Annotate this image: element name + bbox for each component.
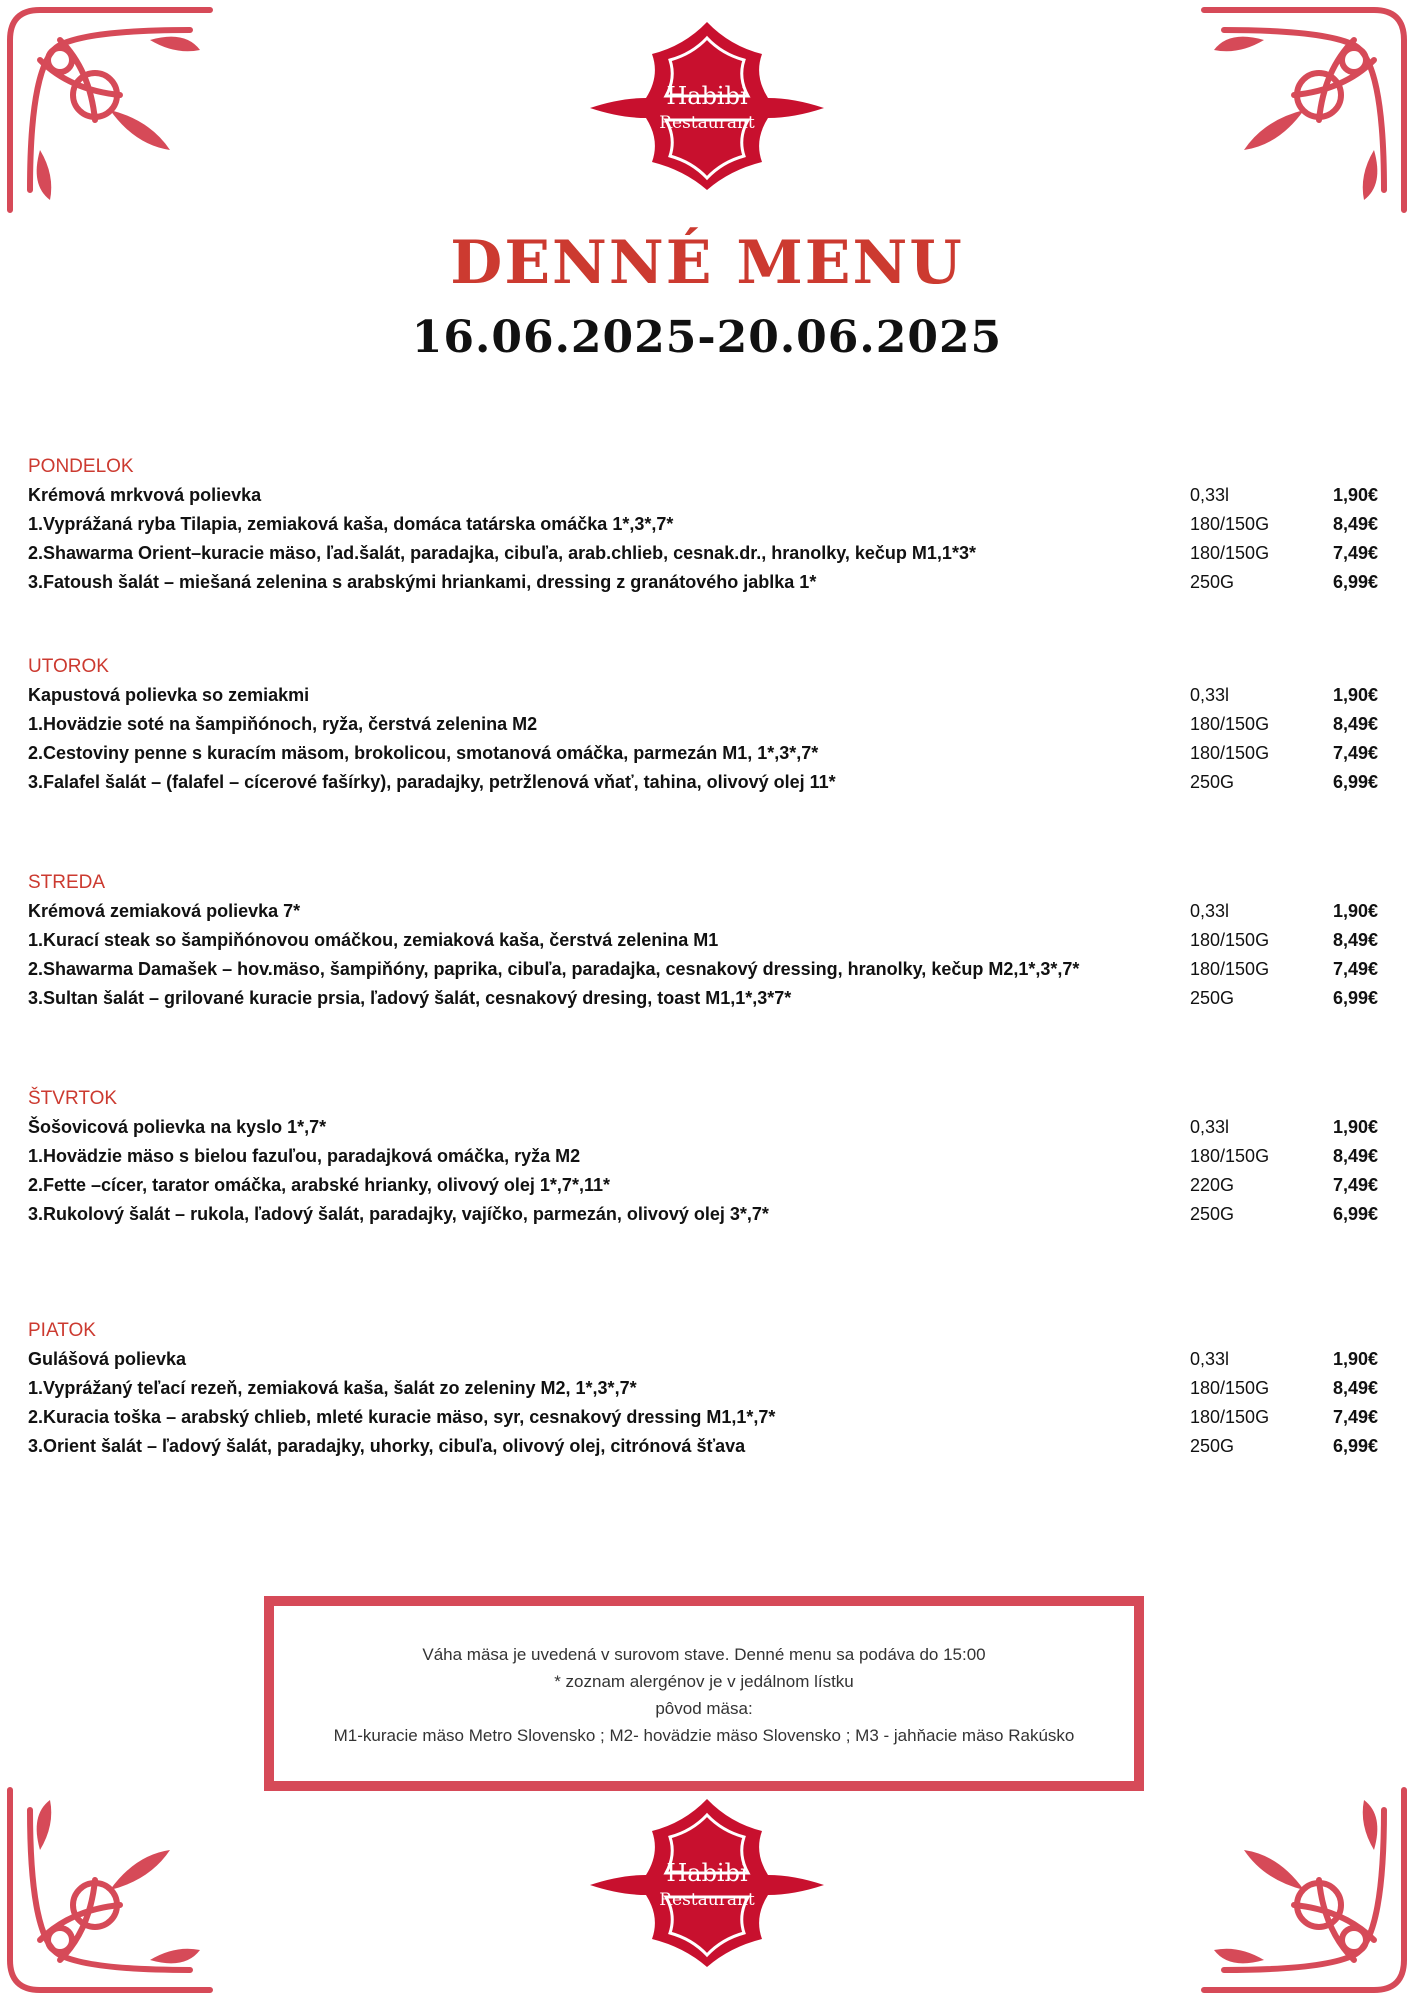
menu-row [28, 1113, 1378, 1142]
menu-item-price: 6,99€ [1332, 988, 1378, 1008]
menu-item-price: 6,99€ [1332, 1436, 1378, 1456]
menu-item-name: Krémová zemiaková polievka 7* [28, 901, 301, 921]
notice-line: * zoznam alergénov je v jedálnom lístku [554, 1672, 854, 1691]
menu-row [28, 1345, 1378, 1374]
day-section-tuesday [28, 652, 1378, 797]
menu-item-price: 8,49€ [1332, 930, 1378, 950]
menu-item-portion: 250G [1190, 572, 1235, 592]
day-section-monday [28, 452, 1378, 597]
menu-row [28, 897, 1378, 926]
menu-item-portion: 250G [1190, 1204, 1235, 1224]
menu-item-portion: 0,33l [1190, 485, 1230, 505]
menu-item-name: 3.Sultan šalát – grilované kuracie prsia, ľadový šalát, cesnakový dresing, toast M1,1*,3*7* [28, 988, 792, 1008]
menu-item-portion: 0,33l [1190, 1349, 1230, 1369]
menu-item-price: 7,49€ [1332, 1407, 1378, 1427]
menu-row [28, 1200, 1378, 1229]
menu-item-name: 2.Shawarma Damašek – hov.mäso, šampiňóny, paprika, cibuľa, paradajka, cesnakový dressing, hranolky, kečup M2,1*,3*,7* [28, 959, 1080, 979]
day-section-thursday [28, 1084, 1378, 1229]
menu-row [28, 710, 1378, 739]
menu-row [28, 510, 1378, 539]
menu-item-name: Krémová mrkvová polievka [28, 485, 262, 505]
day-heading: PONDELOK [28, 456, 134, 477]
menu-item-portion: 180/150G [1190, 543, 1270, 563]
day-heading: STREDA [28, 872, 106, 893]
menu-row [28, 739, 1378, 768]
menu-item-price: 1,90€ [1332, 901, 1378, 921]
notice-line: Váha mäsa je uvedená v surovom stave. Denné menu sa podáva do 15:00 [422, 1645, 986, 1664]
logo-text-habibi: Habibi [666, 1859, 748, 1887]
menu-item-portion: 0,33l [1190, 685, 1230, 705]
menu-item-price: 7,49€ [1332, 959, 1378, 979]
page-title: DENNÉ MENU [450, 228, 964, 298]
menu-row [28, 926, 1378, 955]
menu-item-portion: 250G [1190, 988, 1235, 1008]
logo-text-restaurant: Restaurant [659, 113, 755, 133]
menu-item-portion: 180/150G [1190, 1378, 1270, 1398]
menu-item-price: 1,90€ [1332, 1117, 1378, 1137]
menu-row [28, 1432, 1378, 1461]
menu-item-price: 1,90€ [1332, 685, 1378, 705]
menu-item-price: 8,49€ [1332, 1146, 1378, 1166]
menu-item-price: 1,90€ [1332, 1349, 1378, 1369]
menu-row [28, 955, 1378, 984]
menu-item-name: 1.Kurací steak so šampiňónovou omáčkou, zemiaková kaša, čerstvá zelenina M1 [28, 930, 719, 950]
menu-item-name: 3.Falafel šalát – (falafel – cícerové fašírky), paradajky, petržlenová vňať, tahina, olivový olej 11* [28, 772, 836, 792]
menu-item-price: 6,99€ [1332, 572, 1378, 592]
menu-item-price: 8,49€ [1332, 714, 1378, 734]
menu-row [28, 768, 1378, 797]
menu-row [28, 539, 1378, 568]
menu-row [28, 984, 1378, 1013]
corner-ornament-bottom-left [0, 1780, 220, 2000]
menu-item-name: 2.Cestoviny penne s kuracím mäsom, brokolicou, smotanová omáčka, parmezán M1, 1*,3*,7* [28, 743, 819, 763]
logo-text-habibi: Habibi [666, 82, 748, 110]
menu-item-price: 8,49€ [1332, 514, 1378, 534]
menu-item-price: 8,49€ [1332, 1378, 1378, 1398]
restaurant-logo-bottom [582, 1795, 832, 1970]
menu-item-price: 1,90€ [1332, 485, 1378, 505]
day-heading: PIATOK [28, 1320, 96, 1341]
corner-ornament-top-right [1194, 0, 1414, 220]
logo-text-restaurant: Restaurant [659, 1890, 755, 1910]
menu-item-portion: 180/150G [1190, 959, 1270, 979]
restaurant-logo [582, 18, 832, 193]
menu-item-price: 6,99€ [1332, 1204, 1378, 1224]
menu-item-name: Kapustová polievka so zemiakmi [28, 685, 310, 705]
menu-item-name: 1.Hovädzie soté na šampiňónoch, ryža, čerstvá zelenina M2 [28, 714, 538, 734]
menu-item-name: 3.Fatoush šalát – miešaná zelenina s arabskými hriankami, dressing z granátového jablka 1* [28, 572, 817, 592]
menu-row [28, 1171, 1378, 1200]
menu-row [28, 1403, 1378, 1432]
menu-item-price: 7,49€ [1332, 543, 1378, 563]
menu-item-portion: 180/150G [1190, 743, 1270, 763]
menu-row [28, 1374, 1378, 1403]
menu-item-name: 2.Kuracia toška – arabský chlieb, mleté kuracie mäso, syr, cesnakový dressing M1,1*,7* [28, 1407, 776, 1427]
notice-line: pôvod mäsa: [655, 1699, 753, 1718]
menu-item-price: 7,49€ [1332, 1175, 1378, 1195]
menu-item-portion: 180/150G [1190, 714, 1270, 734]
menu-item-name: 1.Vyprážaný teľací rezeň, zemiaková kaša, šalát zo zeleniny M2, 1*,3*,7* [28, 1378, 637, 1398]
menu-item-portion: 180/150G [1190, 1146, 1270, 1166]
menu-item-portion: 180/150G [1190, 514, 1270, 534]
day-heading: ŠTVRTOK [28, 1088, 118, 1109]
menu-item-portion: 180/150G [1190, 930, 1270, 950]
menu-item-name: 1.Vyprážaná ryba Tilapia, zemiaková kaša, domáca tatárska omáčka 1*,3*,7* [28, 514, 674, 534]
menu-item-portion: 0,33l [1190, 1117, 1230, 1137]
day-heading: UTOROK [28, 656, 109, 677]
menu-item-name: Šošovicová polievka na kyslo 1*,7* [28, 1117, 327, 1137]
menu-item-price: 7,49€ [1332, 743, 1378, 763]
menu-item-name: 3.Orient šalát – ľadový šalát, paradajky, uhorky, cibuľa, olivový olej, citrónová šťava [28, 1436, 746, 1456]
menu-item-name: Gulášová polievka [28, 1349, 187, 1369]
corner-ornament-top-left [0, 0, 220, 220]
menu-item-portion: 220G [1190, 1175, 1235, 1195]
day-section-wednesday [28, 868, 1378, 1013]
date-range: 16.06.2025-20.06.2025 [411, 312, 1003, 363]
menu-row [28, 681, 1378, 710]
menu-item-portion: 250G [1190, 772, 1235, 792]
menu-item-portion: 0,33l [1190, 901, 1230, 921]
menu-item-name: 2.Fette –cícer, tarator omáčka, arabské hrianky, olivový olej 1*,7*,11* [28, 1175, 610, 1195]
menu-row [28, 481, 1378, 510]
menu-item-name: 3.Rukolový šalát – rukola, ľadový šalát, paradajky, vajíčko, parmezán, olivový olej 3*,7* [28, 1204, 769, 1224]
menu-row [28, 1142, 1378, 1171]
menu-item-name: 2.Shawarma Orient–kuracie mäso, ľad.šalát, paradajka, cibuľa, arab.chlieb, cesnak.dr., hranolky, kečup M1,1*3* [28, 543, 976, 563]
notice-line: M1-kuracie mäso Metro Slovensko ; M2- hovädzie mäso Slovensko ; M3 - jahňacie mäso Rakúsko [333, 1726, 1075, 1745]
menu-item-price: 6,99€ [1332, 772, 1378, 792]
corner-ornament-bottom-right [1194, 1780, 1414, 2000]
menu-item-name: 1.Hovädzie mäso s bielou fazuľou, paradajková omáčka, ryža M2 [28, 1146, 581, 1166]
day-section-friday [28, 1316, 1378, 1461]
menu-item-portion: 250G [1190, 1436, 1235, 1456]
menu-item-portion: 180/150G [1190, 1407, 1270, 1427]
menu-row [28, 568, 1378, 597]
notice-box [264, 1596, 1144, 1791]
